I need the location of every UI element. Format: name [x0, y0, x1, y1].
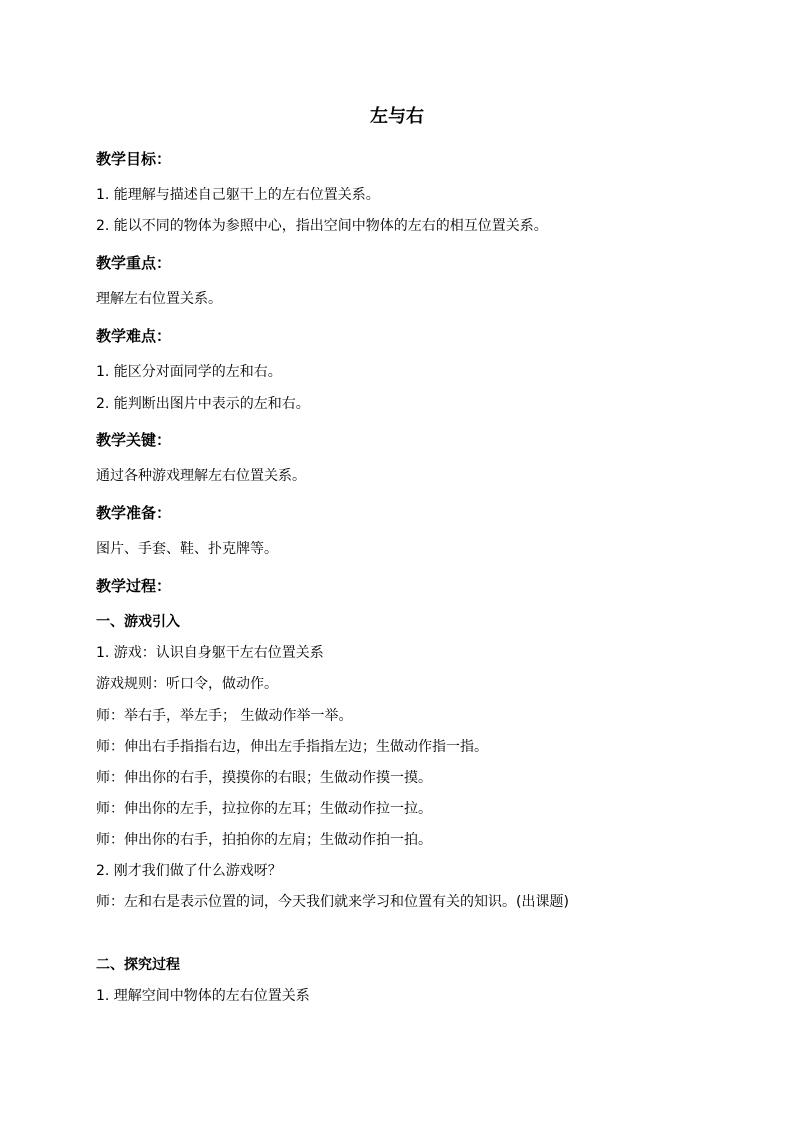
heading-difficulties: 教学难点： — [96, 327, 172, 345]
process-line: 师：举右手，举左手； 生做动作举一举。 — [96, 708, 353, 724]
heading-key-points: 教学重点： — [96, 254, 172, 272]
objective-item-2: 2. 能以不同的物体为参照中心，指出空间中物体的左右的相互位置关系。 — [96, 218, 548, 234]
section-game-intro: 一、游戏引入 — [96, 614, 180, 630]
process-line: 师：伸出你的右手，摸摸你的右眼；生做动作摸一摸。 — [96, 770, 432, 786]
process-line: 师：伸出右手指指右边，伸出左手指指左边；生做动作指一指。 — [96, 739, 488, 755]
process-line: 师：伸出你的右手，拍拍你的左肩；生做动作拍一拍。 — [96, 832, 432, 848]
process-line: 1. 游戏：认识自身躯干左右位置关系 — [96, 645, 324, 661]
key-text: 通过各种游戏理解左右位置关系。 — [96, 468, 306, 484]
process-line: 游戏规则：听口令，做动作。 — [96, 676, 278, 692]
preparation-text: 图片、手套、鞋、扑克牌等。 — [96, 541, 278, 557]
difficulty-item-1: 1. 能区分对面同学的左和右。 — [96, 364, 282, 380]
process-line: 2. 刚才我们做了什么游戏呀？ — [96, 863, 282, 879]
key-points-text: 理解左右位置关系。 — [96, 291, 222, 307]
process-line: 1. 理解空间中物体的左右位置关系 — [96, 988, 310, 1004]
section-exploration: 二、探究过程 — [96, 957, 180, 973]
heading-objectives: 教学目标： — [96, 150, 172, 168]
process-line: 师：左和右是表示位置的词，今天我们就来学习和位置有关的知识。(出课题) — [96, 894, 569, 910]
heading-key: 教学关键： — [96, 431, 172, 449]
objective-item-1: 1. 能理解与描述自己躯干上的左右位置关系。 — [96, 187, 380, 203]
heading-preparation: 教学准备： — [96, 504, 172, 522]
heading-process: 教学过程： — [96, 577, 172, 595]
difficulty-item-2: 2. 能判断出图片中表示的左和右。 — [96, 396, 310, 412]
document-title: 左与右 — [370, 106, 424, 127]
process-line: 师：伸出你的左手，拉拉你的左耳；生做动作拉一拉。 — [96, 801, 432, 817]
